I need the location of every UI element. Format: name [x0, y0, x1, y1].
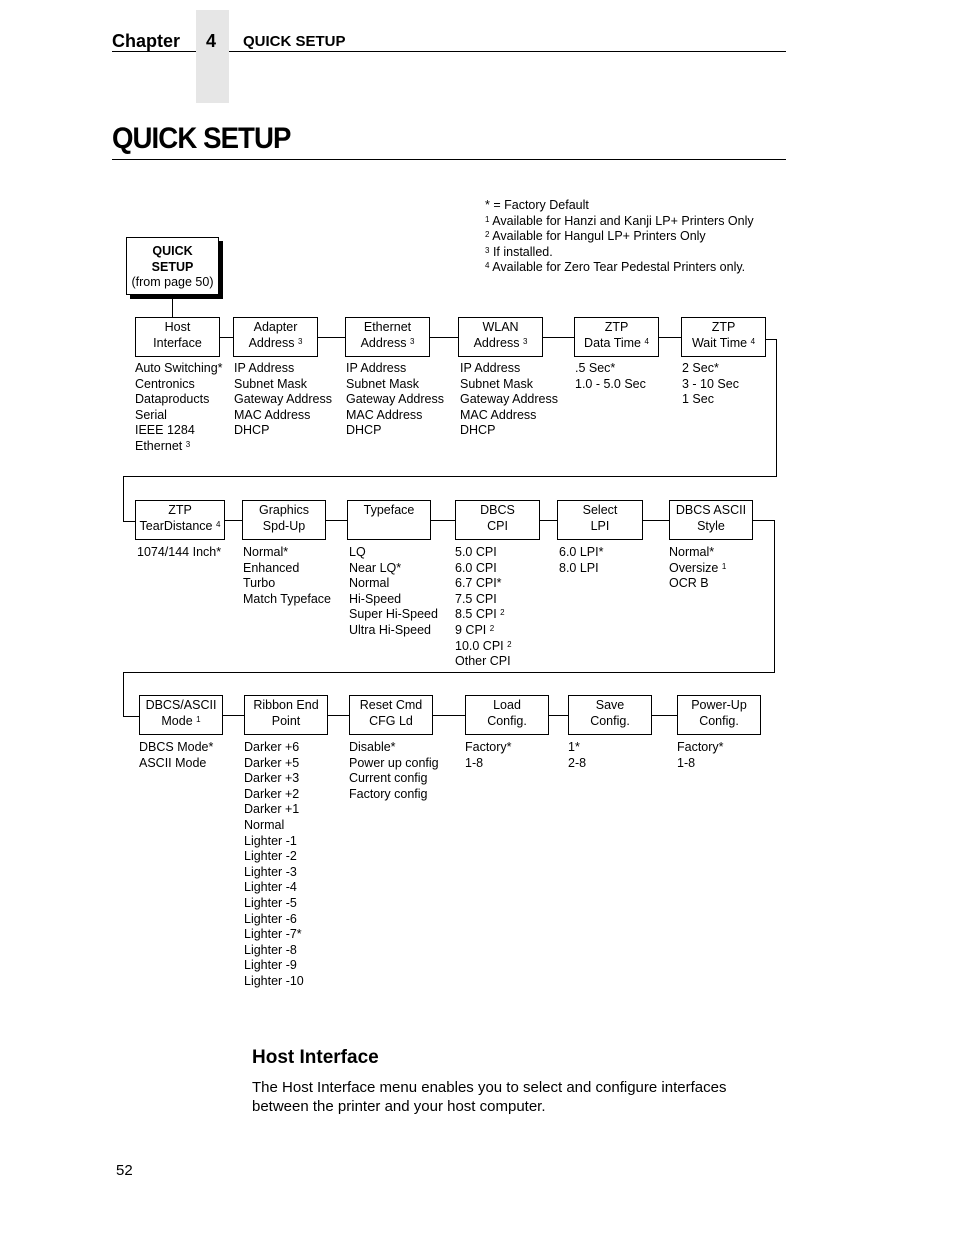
menu-option: Gateway Address [346, 392, 444, 407]
menu-option: Other CPI [455, 654, 511, 669]
menu-box-line1: DBCS ASCII [675, 503, 747, 517]
menu-box-line2: Address $^3$ [473, 335, 528, 350]
menu-option: Lighter -9 [244, 958, 297, 973]
menu-option: Lighter -3 [244, 864, 297, 879]
menu-box-line2: Data Time $^4$ [584, 335, 649, 350]
menu-box-line1: Power-Up [691, 698, 747, 712]
menu-option: OCR B [669, 576, 709, 591]
menu-option: Disable* [349, 740, 396, 754]
menu-box-line2: TearDistance $^4$ [139, 518, 221, 533]
menu-option: Near LQ* [349, 560, 402, 575]
connector-line [123, 716, 139, 717]
connector-line [220, 337, 233, 338]
legend-text: * = Factory Default [485, 198, 589, 212]
menu-option: Subnet Mask [460, 376, 533, 391]
legend-text: Available for Zero Tear Pedestal Printers only. [492, 260, 746, 275]
menu-box-line1: Graphics [258, 503, 310, 517]
menu-option: DBCS Mode* [139, 740, 214, 754]
section-body-line2: between the printer and your host computer. [252, 1098, 546, 1115]
menu-option: Hi-Speed [349, 591, 402, 606]
menu-box [557, 500, 643, 540]
menu-box [669, 500, 753, 540]
legend-footnote-marker: 1 [485, 214, 490, 224]
section-body [252, 1078, 726, 1116]
menu-box-line1: ZTP [604, 320, 629, 334]
connector-line [328, 715, 349, 716]
connector-line [776, 339, 777, 476]
menu-box [345, 317, 430, 357]
menu-option: Normal [349, 576, 390, 591]
menu-option: 8.5 CPI $^2$ [455, 607, 505, 622]
root-box-line2: SETUP [151, 259, 194, 274]
menu-option: LQ [349, 545, 366, 559]
menu-options-list [135, 361, 223, 455]
connector-line [123, 476, 777, 477]
legend-item [485, 214, 754, 230]
menu-option: Darker +3 [244, 771, 300, 786]
connector-line [123, 672, 124, 717]
menu-box [242, 500, 326, 540]
menu-option: ASCII Mode [139, 755, 207, 770]
connector-line [431, 520, 455, 521]
section-body-line1: The Host Interface menu enables you to select and configure interfaces [252, 1079, 727, 1096]
menu-option: Lighter -8 [244, 942, 297, 957]
menu-box [244, 695, 328, 735]
legend-footnote-marker: 4 [485, 261, 490, 271]
menu-option: Normal* [669, 545, 715, 559]
quick-setup-root-box [126, 237, 219, 295]
menu-option: Auto Switching* [135, 361, 223, 375]
menu-options-list [460, 361, 558, 439]
menu-box [347, 500, 431, 540]
menu-option: Gateway Address [460, 392, 558, 407]
menu-option: Factory* [677, 740, 724, 754]
legend-text: If installed. [492, 244, 553, 259]
menu-option: 6.0 CPI [455, 560, 497, 575]
menu-box-line2: Point [271, 713, 301, 728]
menu-option: Lighter -2 [244, 849, 297, 864]
menu-box-line2: Style [697, 518, 725, 533]
running-header-title: QUICK SETUP [243, 33, 346, 50]
footnote-marker: 1 [196, 714, 201, 724]
legend-item [485, 229, 754, 245]
menu-box [677, 695, 761, 735]
footnote-marker: 3 [185, 439, 191, 449]
menu-option: DHCP [460, 423, 496, 438]
menu-options-list [349, 545, 438, 639]
menu-options-list [669, 545, 726, 592]
connector-line [659, 337, 681, 338]
menu-option: Darker +5 [244, 755, 300, 770]
menu-box [455, 500, 540, 540]
connector-line [433, 715, 465, 716]
footnote-marker: 4 [215, 519, 221, 529]
footnote-marker: 2 [489, 623, 495, 633]
menu-option: DHCP [346, 423, 382, 438]
menu-option: Normal* [243, 545, 289, 559]
legend-text: Available for Hangul LP+ Printers Only [492, 229, 706, 244]
legend-footnote-marker: 3 [485, 245, 490, 255]
connector-line [543, 337, 574, 338]
menu-box-line1: Ethernet [363, 320, 412, 334]
connector-line [123, 476, 124, 522]
menu-options-list [244, 740, 304, 990]
menu-options-list [243, 545, 331, 607]
menu-box-line1: DBCS/ASCII [145, 698, 217, 712]
menu-box [233, 317, 318, 357]
menu-box-line2: Config. [487, 713, 527, 728]
connector-line [123, 672, 775, 673]
menu-option: IP Address [346, 361, 407, 375]
menu-option: Lighter -6 [244, 911, 297, 926]
menu-option: Subnet Mask [346, 376, 419, 391]
footnote-marker: 3 [297, 336, 303, 346]
menu-option: 2-8 [568, 755, 587, 770]
menu-options-list [575, 361, 646, 392]
menu-option: IP Address [460, 361, 521, 375]
menu-box-line1: ZTP [711, 320, 736, 334]
footnote-marker: 4 [750, 336, 756, 346]
menu-option: 9 CPI $^2$ [455, 622, 495, 637]
footnote-marker: 3 [522, 336, 528, 346]
menu-box [458, 317, 543, 357]
menu-options-list [682, 361, 739, 408]
legend-item [485, 260, 754, 276]
menu-options-list [568, 740, 586, 771]
menu-box-line2: Interface [153, 335, 202, 350]
footnote-marker: 4 [644, 336, 649, 346]
menu-box-line1: ZTP [168, 503, 192, 517]
menu-box-line2: Spd-Up [262, 518, 306, 533]
menu-options-list [137, 545, 221, 561]
menu-option: Super Hi-Speed [349, 607, 438, 622]
menu-option: 1074/144 Inch* [137, 545, 222, 559]
menu-option: Darker +6 [244, 740, 300, 754]
menu-box-line2: Config. [699, 713, 739, 728]
menu-box [139, 695, 223, 735]
root-box-line1: QUICK [152, 244, 193, 258]
menu-options-list [677, 740, 724, 771]
menu-box-line2: CFG Ld [369, 713, 413, 728]
menu-option: Gateway Address [234, 392, 332, 407]
menu-box [135, 317, 220, 357]
menu-option: Oversize $^1$ [669, 560, 727, 575]
connector-line [172, 299, 173, 317]
connector-line [540, 520, 557, 521]
connector-line [223, 715, 244, 716]
menu-box-line1: Typeface [363, 503, 415, 517]
connector-line [549, 715, 568, 716]
page-number: 52 [116, 1162, 133, 1179]
menu-options-list [455, 545, 512, 670]
connector-line [430, 337, 458, 338]
menu-option: Darker +2 [244, 786, 300, 801]
menu-box-line1: DBCS [480, 503, 515, 517]
menu-option: Normal [244, 817, 285, 832]
menu-option: 1.0 - 5.0 Sec [575, 376, 646, 391]
menu-option: 6.0 LPI* [559, 545, 604, 559]
menu-option: Serial [135, 407, 167, 422]
section-heading: Host Interface [252, 1047, 379, 1068]
menu-option: IEEE 1284 [135, 423, 195, 438]
menu-option: 10.0 CPI $^2$ [455, 638, 512, 653]
connector-line [326, 520, 347, 521]
chapter-number: 4 [205, 31, 216, 51]
menu-box-line2: Wait Time $^4$ [691, 335, 756, 350]
menu-box-line2: Config. [590, 713, 630, 728]
menu-option: 3 - 10 Sec [682, 376, 739, 391]
menu-option: Factory config [349, 786, 428, 801]
menu-box-line2: Address $^3$ [248, 335, 303, 350]
connector-line [123, 521, 135, 522]
menu-box-line1: Reset Cmd [359, 698, 423, 712]
menu-box-line1: Load [493, 698, 521, 712]
footnote-marker: 2 [507, 639, 512, 649]
menu-box [574, 317, 659, 357]
menu-option: 8.0 LPI [559, 560, 599, 575]
menu-box [349, 695, 433, 735]
menu-option: Lighter -7* [244, 927, 302, 942]
menu-option: Power up config [349, 755, 439, 770]
menu-options-list [559, 545, 603, 576]
menu-option: MAC Address [460, 407, 537, 422]
menu-option: Turbo [243, 576, 276, 591]
page-title: QUICK SETUP [112, 122, 291, 155]
menu-option: 7.5 CPI [455, 591, 497, 606]
connector-line [318, 337, 345, 338]
legend-item [485, 198, 754, 214]
menu-box [465, 695, 549, 735]
menu-option: 1-8 [677, 755, 696, 770]
connector-line [774, 520, 775, 672]
menu-box-line1: Adapter [253, 320, 298, 334]
menu-box-line1: Host [164, 320, 191, 334]
root-box-line3: (from page 50) [131, 275, 214, 289]
menu-box-line1: Ribbon End [253, 698, 319, 712]
menu-option: 1* [568, 740, 580, 754]
menu-options-list [465, 740, 512, 771]
title-rule [112, 159, 786, 160]
menu-option: Subnet Mask [234, 376, 307, 391]
footnote-marker: 2 [500, 608, 505, 618]
connector-line [652, 715, 677, 716]
menu-option: Lighter -5 [244, 895, 297, 910]
chapter-label: Chapter [112, 31, 181, 51]
header-rule [112, 51, 196, 52]
menu-option: 5.0 CPI [455, 545, 497, 559]
footnote-marker: 3 [409, 336, 415, 346]
connector-line [753, 520, 775, 521]
menu-option: .5 Sec* [575, 361, 616, 375]
menu-box-line1: WLAN [482, 320, 519, 334]
footnote-marker: 1 [721, 561, 727, 571]
menu-box [681, 317, 766, 357]
menu-option: Ethernet $^3$ [135, 438, 191, 453]
menu-option: 1-8 [465, 755, 484, 770]
menu-option: Ultra Hi-Speed [349, 622, 431, 637]
header-rule-right [229, 51, 786, 52]
menu-option: Enhanced [243, 560, 300, 575]
menu-option: Dataproducts [135, 392, 210, 407]
menu-option: DHCP [234, 423, 270, 438]
legend-footnote-marker: 2 [485, 230, 490, 240]
menu-box-line2: Address $^3$ [360, 335, 415, 350]
menu-box [135, 500, 225, 540]
menu-option: Lighter -10 [244, 973, 304, 988]
menu-option: 1 Sec [682, 392, 714, 407]
menu-option: Centronics [135, 376, 195, 391]
menu-option: IP Address [234, 361, 295, 375]
menu-option: Darker +1 [244, 802, 300, 817]
menu-box [568, 695, 652, 735]
menu-option: 6.7 CPI* [455, 576, 502, 591]
chapter-tab [196, 10, 229, 103]
menu-options-list [139, 740, 213, 771]
legend-item [485, 245, 754, 261]
connector-line [643, 520, 669, 521]
menu-option: MAC Address [234, 407, 311, 422]
menu-options-list [346, 361, 444, 439]
menu-box-line2: LPI [590, 518, 610, 533]
menu-option: 2 Sec* [682, 361, 719, 375]
menu-box-line1: Save [595, 698, 625, 712]
legend-text: Available for Hanzi and Kanji LP+ Printers Only [492, 213, 754, 228]
menu-box-line2: CPI [487, 518, 508, 533]
menu-option: Current config [349, 771, 428, 786]
menu-options-list [349, 740, 439, 802]
menu-option: MAC Address [346, 407, 423, 422]
menu-box-line1: Select [582, 503, 618, 517]
menu-option: Match Typeface [243, 591, 332, 606]
menu-option: Lighter -1 [244, 833, 297, 848]
menu-options-list [234, 361, 332, 439]
menu-option: Factory* [465, 740, 512, 754]
menu-box-line2: Mode $^1$ [161, 713, 201, 728]
menu-option: Lighter -4 [244, 880, 297, 895]
legend [485, 198, 754, 276]
connector-line [225, 520, 242, 521]
